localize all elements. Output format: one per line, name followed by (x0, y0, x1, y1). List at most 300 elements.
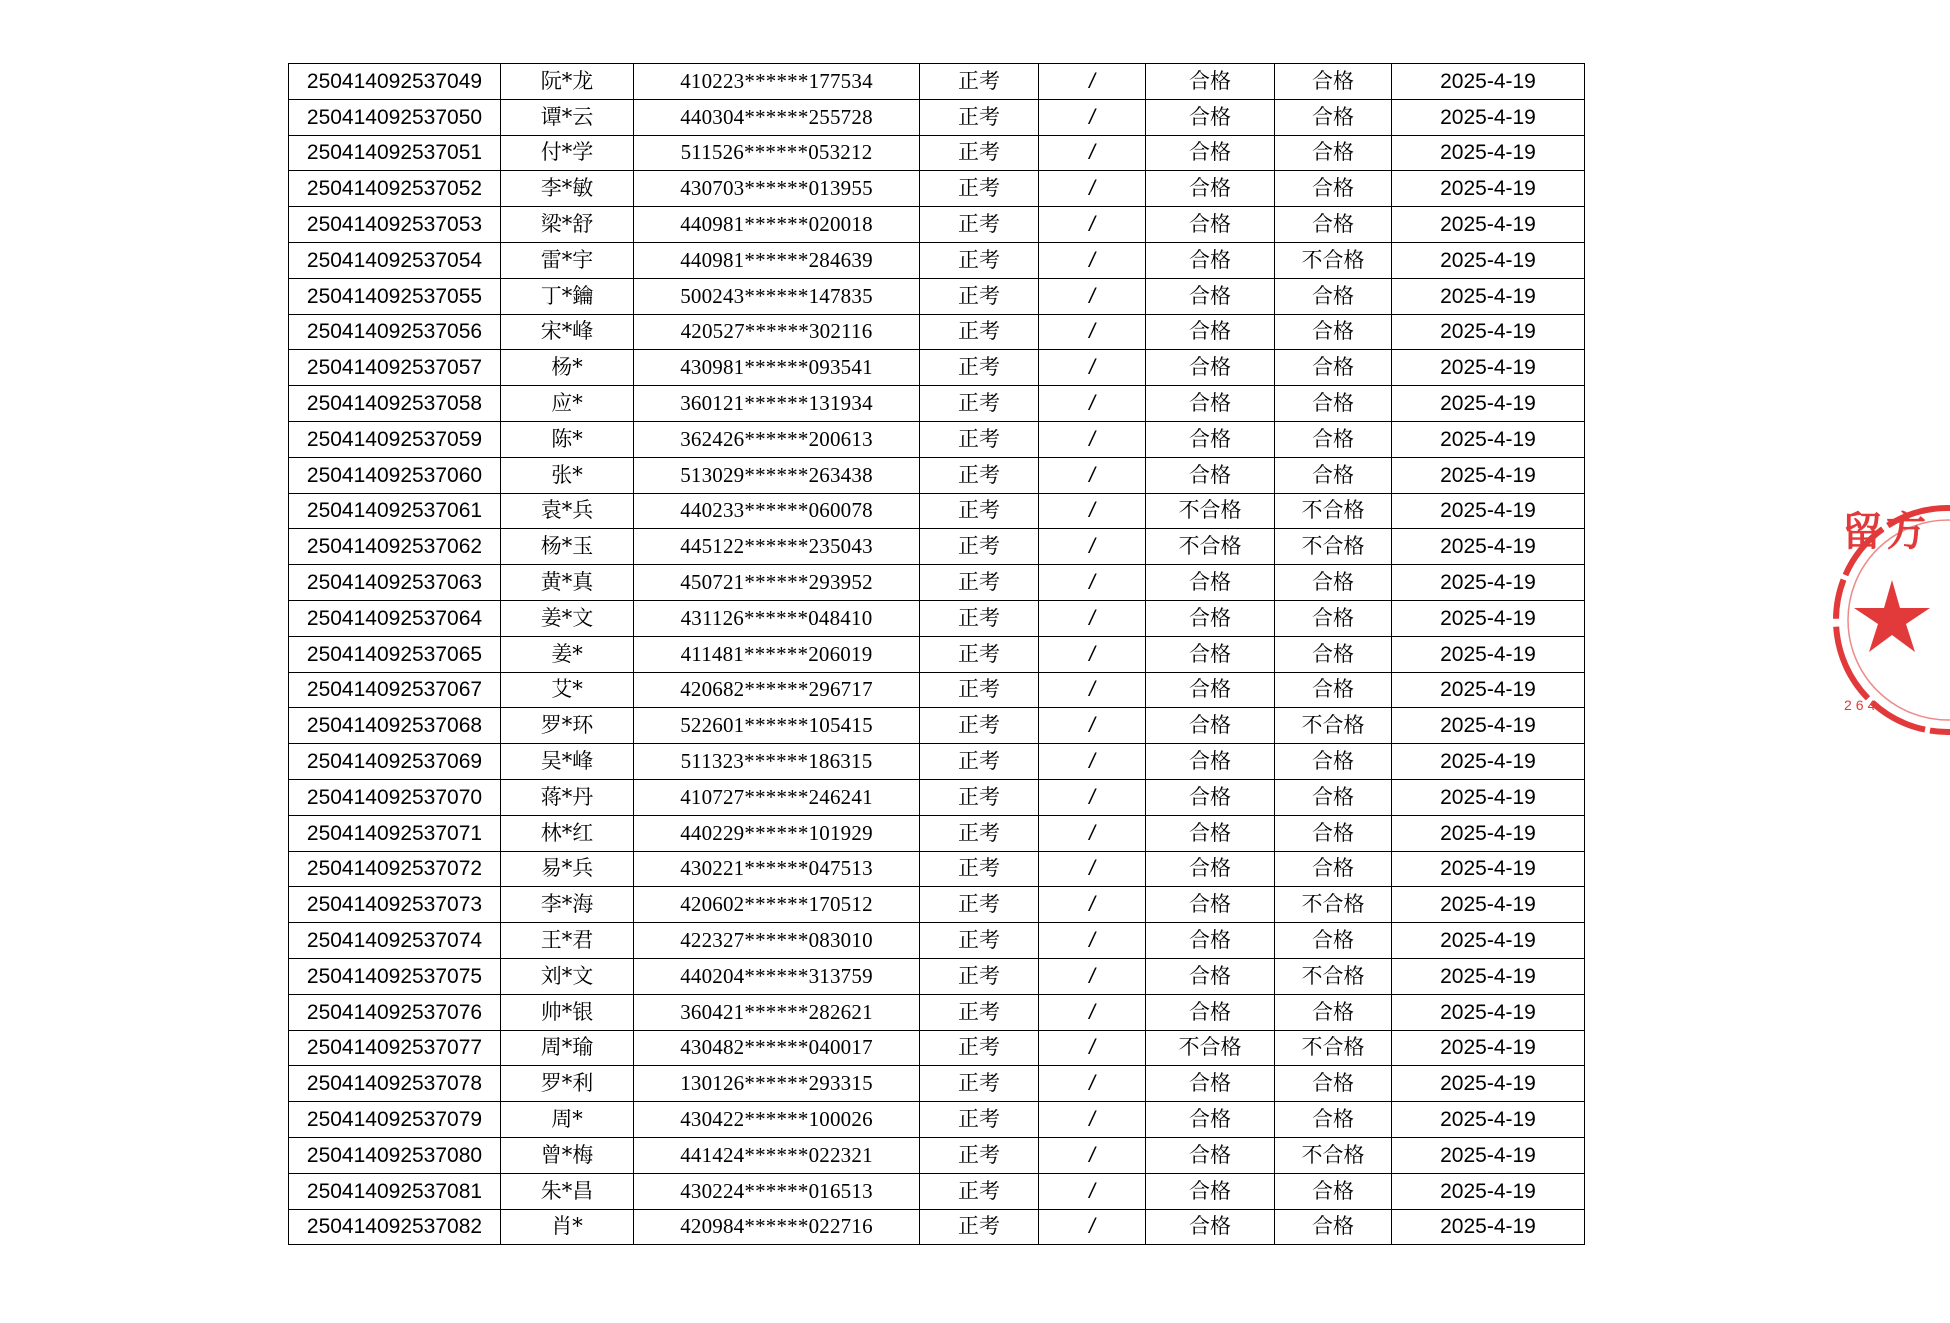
exam-type-cell: 正考 (920, 171, 1039, 207)
id-card-cell: 420602******170512 (634, 887, 920, 923)
exam-date-cell: 2025-4-19 (1392, 64, 1585, 100)
theory-result-cell: 不合格 (1146, 493, 1275, 529)
exam-type-cell: 正考 (920, 493, 1039, 529)
table-row (289, 779, 1585, 815)
cert-number-cell: 250414092537053 (289, 207, 501, 243)
exam-type-cell: 正考 (920, 958, 1039, 994)
cert-number-cell: 250414092537055 (289, 278, 501, 314)
svg-text:264: 264 (1844, 697, 1880, 713)
table-body (289, 64, 1585, 1245)
theory-result-cell: 合格 (1146, 672, 1275, 708)
name-cell: 宋*峰 (501, 314, 634, 350)
slash-cell: / (1039, 529, 1146, 565)
exam-date-cell: 2025-4-19 (1392, 887, 1585, 923)
table-row (289, 171, 1585, 207)
name-cell: 雷*宇 (501, 242, 634, 278)
slash-cell: / (1039, 457, 1146, 493)
name-cell: 陈* (501, 421, 634, 457)
theory-result-cell: 合格 (1146, 887, 1275, 923)
table-row (289, 600, 1585, 636)
table-row (289, 851, 1585, 887)
theory-result-cell: 合格 (1146, 135, 1275, 171)
practical-result-cell: 不合格 (1275, 1137, 1392, 1173)
slash-cell: / (1039, 242, 1146, 278)
exam-date-cell: 2025-4-19 (1392, 529, 1585, 565)
exam-date-cell: 2025-4-19 (1392, 278, 1585, 314)
cert-number-cell: 250414092537051 (289, 135, 501, 171)
slash-cell: / (1039, 923, 1146, 959)
exam-date-cell: 2025-4-19 (1392, 636, 1585, 672)
exam-type-cell: 正考 (920, 1030, 1039, 1066)
theory-result-cell: 合格 (1146, 242, 1275, 278)
slash-cell: / (1039, 958, 1146, 994)
practical-result-cell: 不合格 (1275, 887, 1392, 923)
slash-cell: / (1039, 1209, 1146, 1245)
id-card-cell: 420527******302116 (634, 314, 920, 350)
theory-result-cell: 合格 (1146, 636, 1275, 672)
theory-result-cell: 合格 (1146, 171, 1275, 207)
slash-cell: / (1039, 99, 1146, 135)
name-cell: 罗*利 (501, 1066, 634, 1102)
practical-result-cell: 不合格 (1275, 958, 1392, 994)
exam-date-cell: 2025-4-19 (1392, 207, 1585, 243)
id-card-cell: 431126******048410 (634, 600, 920, 636)
table-row (289, 207, 1585, 243)
exam-type-cell: 正考 (920, 207, 1039, 243)
cert-number-cell: 250414092537064 (289, 600, 501, 636)
theory-result-cell: 合格 (1146, 958, 1275, 994)
practical-result-cell: 合格 (1275, 1066, 1392, 1102)
slash-cell: / (1039, 171, 1146, 207)
practical-result-cell: 合格 (1275, 1209, 1392, 1245)
exam-type-cell: 正考 (920, 672, 1039, 708)
name-cell: 丁*鑰 (501, 278, 634, 314)
theory-result-cell: 合格 (1146, 779, 1275, 815)
id-card-cell: 450721******293952 (634, 565, 920, 601)
name-cell: 周* (501, 1102, 634, 1138)
exam-date-cell: 2025-4-19 (1392, 815, 1585, 851)
cert-number-cell: 250414092537077 (289, 1030, 501, 1066)
practical-result-cell: 合格 (1275, 350, 1392, 386)
id-card-cell: 440981******284639 (634, 242, 920, 278)
name-cell: 蒋*丹 (501, 779, 634, 815)
id-card-cell: 440229******101929 (634, 815, 920, 851)
exam-date-cell: 2025-4-19 (1392, 708, 1585, 744)
table-row (289, 1030, 1585, 1066)
exam-date-cell: 2025-4-19 (1392, 1030, 1585, 1066)
slash-cell: / (1039, 350, 1146, 386)
exam-type-cell: 正考 (920, 565, 1039, 601)
exam-date-cell: 2025-4-19 (1392, 672, 1585, 708)
slash-cell: / (1039, 672, 1146, 708)
name-cell: 姜* (501, 636, 634, 672)
slash-cell: / (1039, 1137, 1146, 1173)
cert-number-cell: 250414092537056 (289, 314, 501, 350)
slash-cell: / (1039, 1173, 1146, 1209)
cert-number-cell: 250414092537067 (289, 672, 501, 708)
exam-type-cell: 正考 (920, 314, 1039, 350)
name-cell: 袁*兵 (501, 493, 634, 529)
exam-type-cell: 正考 (920, 1137, 1039, 1173)
exam-type-cell: 正考 (920, 1209, 1039, 1245)
id-card-cell: 420984******022716 (634, 1209, 920, 1245)
id-card-cell: 430482******040017 (634, 1030, 920, 1066)
cert-number-cell: 250414092537074 (289, 923, 501, 959)
cert-number-cell: 250414092537068 (289, 708, 501, 744)
table-row (289, 958, 1585, 994)
id-card-cell: 430422******100026 (634, 1102, 920, 1138)
exam-date-cell: 2025-4-19 (1392, 779, 1585, 815)
cert-number-cell: 250414092537079 (289, 1102, 501, 1138)
cert-number-cell: 250414092537071 (289, 815, 501, 851)
exam-date-cell: 2025-4-19 (1392, 851, 1585, 887)
table-row (289, 1137, 1585, 1173)
table-row (289, 1066, 1585, 1102)
theory-result-cell: 合格 (1146, 457, 1275, 493)
cert-number-cell: 250414092537054 (289, 242, 501, 278)
table-row (289, 708, 1585, 744)
cert-number-cell: 250414092537057 (289, 350, 501, 386)
exam-type-cell: 正考 (920, 529, 1039, 565)
practical-result-cell: 合格 (1275, 565, 1392, 601)
id-card-cell: 430981******093541 (634, 350, 920, 386)
table-row (289, 350, 1585, 386)
exam-type-cell: 正考 (920, 386, 1039, 422)
id-card-cell: 130126******293315 (634, 1066, 920, 1102)
exam-date-cell: 2025-4-19 (1392, 314, 1585, 350)
slash-cell: / (1039, 421, 1146, 457)
theory-result-cell: 合格 (1146, 923, 1275, 959)
exam-date-cell: 2025-4-19 (1392, 1209, 1585, 1245)
slash-cell: / (1039, 887, 1146, 923)
exam-type-cell: 正考 (920, 1173, 1039, 1209)
slash-cell: / (1039, 1066, 1146, 1102)
name-cell: 王*君 (501, 923, 634, 959)
practical-result-cell: 合格 (1275, 99, 1392, 135)
slash-cell: / (1039, 493, 1146, 529)
slash-cell: / (1039, 708, 1146, 744)
name-cell: 易*兵 (501, 851, 634, 887)
practical-result-cell: 合格 (1275, 779, 1392, 815)
name-cell: 姜*文 (501, 600, 634, 636)
exam-date-cell: 2025-4-19 (1392, 1173, 1585, 1209)
cert-number-cell: 250414092537072 (289, 851, 501, 887)
theory-result-cell: 不合格 (1146, 1030, 1275, 1066)
cert-number-cell: 250414092537080 (289, 1137, 501, 1173)
exam-type-cell: 正考 (920, 457, 1039, 493)
name-cell: 梁*舒 (501, 207, 634, 243)
cert-number-cell: 250414092537060 (289, 457, 501, 493)
table-row (289, 636, 1585, 672)
exam-type-cell: 正考 (920, 851, 1039, 887)
id-card-cell: 440233******060078 (634, 493, 920, 529)
practical-result-cell: 合格 (1275, 636, 1392, 672)
table-row (289, 278, 1585, 314)
table-row (289, 923, 1585, 959)
table-row (289, 529, 1585, 565)
theory-result-cell: 合格 (1146, 1066, 1275, 1102)
practical-result-cell: 合格 (1275, 207, 1392, 243)
name-cell: 曾*梅 (501, 1137, 634, 1173)
table-row (289, 457, 1585, 493)
exam-type-cell: 正考 (920, 135, 1039, 171)
exam-type-cell: 正考 (920, 994, 1039, 1030)
theory-result-cell: 合格 (1146, 1102, 1275, 1138)
theory-result-cell: 合格 (1146, 600, 1275, 636)
exam-date-cell: 2025-4-19 (1392, 457, 1585, 493)
exam-date-cell: 2025-4-19 (1392, 350, 1585, 386)
theory-result-cell: 合格 (1146, 207, 1275, 243)
theory-result-cell: 合格 (1146, 278, 1275, 314)
id-card-cell: 440204******313759 (634, 958, 920, 994)
slash-cell: / (1039, 815, 1146, 851)
slash-cell: / (1039, 994, 1146, 1030)
table-row (289, 386, 1585, 422)
table-row (289, 493, 1585, 529)
theory-result-cell: 合格 (1146, 994, 1275, 1030)
exam-type-cell: 正考 (920, 1066, 1039, 1102)
exam-date-cell: 2025-4-19 (1392, 242, 1585, 278)
cert-number-cell: 250414092537052 (289, 171, 501, 207)
exam-type-cell: 正考 (920, 1102, 1039, 1138)
practical-result-cell: 不合格 (1275, 493, 1392, 529)
exam-date-cell: 2025-4-19 (1392, 958, 1585, 994)
slash-cell: / (1039, 1102, 1146, 1138)
practical-result-cell: 合格 (1275, 672, 1392, 708)
theory-result-cell: 合格 (1146, 99, 1275, 135)
theory-result-cell: 合格 (1146, 744, 1275, 780)
exam-date-cell: 2025-4-19 (1392, 386, 1585, 422)
slash-cell: / (1039, 207, 1146, 243)
name-cell: 张* (501, 457, 634, 493)
slash-cell: / (1039, 744, 1146, 780)
exam-type-cell: 正考 (920, 64, 1039, 100)
name-cell: 朱*昌 (501, 1173, 634, 1209)
practical-result-cell: 合格 (1275, 1102, 1392, 1138)
theory-result-cell: 合格 (1146, 851, 1275, 887)
table-row (289, 1102, 1585, 1138)
id-card-cell: 511526******053212 (634, 135, 920, 171)
id-card-cell: 430221******047513 (634, 851, 920, 887)
table-row (289, 64, 1585, 100)
slash-cell: / (1039, 851, 1146, 887)
table-row (289, 314, 1585, 350)
cert-number-cell: 250414092537078 (289, 1066, 501, 1102)
exam-type-cell: 正考 (920, 744, 1039, 780)
exam-type-cell: 正考 (920, 278, 1039, 314)
theory-result-cell: 合格 (1146, 1173, 1275, 1209)
id-card-cell: 500243******147835 (634, 278, 920, 314)
id-card-cell: 430224******016513 (634, 1173, 920, 1209)
id-card-cell: 445122******235043 (634, 529, 920, 565)
table-row (289, 242, 1585, 278)
practical-result-cell: 合格 (1275, 923, 1392, 959)
table-row (289, 565, 1585, 601)
name-cell: 李*敏 (501, 171, 634, 207)
name-cell: 吴*峰 (501, 744, 634, 780)
name-cell: 肖* (501, 1209, 634, 1245)
exam-type-cell: 正考 (920, 350, 1039, 386)
exam-date-cell: 2025-4-19 (1392, 744, 1585, 780)
name-cell: 付*学 (501, 135, 634, 171)
theory-result-cell: 合格 (1146, 708, 1275, 744)
table-row (289, 1173, 1585, 1209)
name-cell: 谭*云 (501, 99, 634, 135)
exam-type-cell: 正考 (920, 923, 1039, 959)
cert-number-cell: 250414092537073 (289, 887, 501, 923)
name-cell: 李*海 (501, 887, 634, 923)
cert-number-cell: 250414092537062 (289, 529, 501, 565)
slash-cell: / (1039, 64, 1146, 100)
exam-type-cell: 正考 (920, 815, 1039, 851)
name-cell: 艾* (501, 672, 634, 708)
svg-text:方: 方 (1886, 508, 1926, 555)
name-cell: 周*瑜 (501, 1030, 634, 1066)
exam-results-table (288, 63, 1585, 1245)
exam-type-cell: 正考 (920, 99, 1039, 135)
slash-cell: / (1039, 314, 1146, 350)
exam-type-cell: 正考 (920, 708, 1039, 744)
theory-result-cell: 合格 (1146, 386, 1275, 422)
cert-number-cell: 250414092537063 (289, 565, 501, 601)
id-card-cell: 411481******206019 (634, 636, 920, 672)
practical-result-cell: 合格 (1275, 314, 1392, 350)
practical-result-cell: 合格 (1275, 171, 1392, 207)
practical-result-cell: 合格 (1275, 851, 1392, 887)
exam-date-cell: 2025-4-19 (1392, 135, 1585, 171)
id-card-cell: 441424******022321 (634, 1137, 920, 1173)
practical-result-cell: 合格 (1275, 278, 1392, 314)
exam-date-cell: 2025-4-19 (1392, 994, 1585, 1030)
exam-type-cell: 正考 (920, 242, 1039, 278)
table-row (289, 744, 1585, 780)
id-card-cell: 522601******105415 (634, 708, 920, 744)
table-row (289, 994, 1585, 1030)
exam-date-cell: 2025-4-19 (1392, 421, 1585, 457)
practical-result-cell: 合格 (1275, 1173, 1392, 1209)
table-row (289, 887, 1585, 923)
slash-cell: / (1039, 278, 1146, 314)
theory-result-cell: 合格 (1146, 350, 1275, 386)
cert-number-cell: 250414092537061 (289, 493, 501, 529)
practical-result-cell: 不合格 (1275, 1030, 1392, 1066)
theory-result-cell: 不合格 (1146, 529, 1275, 565)
id-card-cell: 430703******013955 (634, 171, 920, 207)
red-official-seal-icon (1830, 480, 1926, 770)
name-cell: 杨* (501, 350, 634, 386)
id-card-cell: 410727******246241 (634, 779, 920, 815)
cert-number-cell: 250414092537076 (289, 994, 501, 1030)
cert-number-cell: 250414092537065 (289, 636, 501, 672)
theory-result-cell: 合格 (1146, 421, 1275, 457)
cert-number-cell: 250414092537049 (289, 64, 501, 100)
slash-cell: / (1039, 636, 1146, 672)
id-card-cell: 422327******083010 (634, 923, 920, 959)
id-card-cell: 440981******020018 (634, 207, 920, 243)
practical-result-cell: 不合格 (1275, 529, 1392, 565)
cert-number-cell: 250414092537081 (289, 1173, 501, 1209)
practical-result-cell: 合格 (1275, 386, 1392, 422)
practical-result-cell: 不合格 (1275, 708, 1392, 744)
cert-number-cell: 250414092537070 (289, 779, 501, 815)
exam-date-cell: 2025-4-19 (1392, 923, 1585, 959)
cert-number-cell: 250414092537050 (289, 99, 501, 135)
exam-date-cell: 2025-4-19 (1392, 565, 1585, 601)
practical-result-cell: 合格 (1275, 64, 1392, 100)
exam-type-cell: 正考 (920, 600, 1039, 636)
theory-result-cell: 合格 (1146, 565, 1275, 601)
id-card-cell: 360421******282621 (634, 994, 920, 1030)
id-card-cell: 410223******177534 (634, 64, 920, 100)
slash-cell: / (1039, 135, 1146, 171)
theory-result-cell: 合格 (1146, 64, 1275, 100)
theory-result-cell: 合格 (1146, 1137, 1275, 1173)
name-cell: 阮*龙 (501, 64, 634, 100)
slash-cell: / (1039, 600, 1146, 636)
table-row (289, 421, 1585, 457)
id-card-cell: 420682******296717 (634, 672, 920, 708)
theory-result-cell: 合格 (1146, 314, 1275, 350)
exam-type-cell: 正考 (920, 779, 1039, 815)
exam-date-cell: 2025-4-19 (1392, 1137, 1585, 1173)
practical-result-cell: 合格 (1275, 994, 1392, 1030)
id-card-cell: 513029******263438 (634, 457, 920, 493)
theory-result-cell: 合格 (1146, 815, 1275, 851)
cert-number-cell: 250414092537058 (289, 386, 501, 422)
cert-number-cell: 250414092537075 (289, 958, 501, 994)
slash-cell: / (1039, 779, 1146, 815)
name-cell: 帅*银 (501, 994, 634, 1030)
practical-result-cell: 合格 (1275, 744, 1392, 780)
practical-result-cell: 合格 (1275, 421, 1392, 457)
id-card-cell: 511323******186315 (634, 744, 920, 780)
practical-result-cell: 合格 (1275, 815, 1392, 851)
name-cell: 应* (501, 386, 634, 422)
cert-number-cell: 250414092537069 (289, 744, 501, 780)
table-row (289, 99, 1585, 135)
exam-date-cell: 2025-4-19 (1392, 493, 1585, 529)
table-row (289, 672, 1585, 708)
theory-result-cell: 合格 (1146, 1209, 1275, 1245)
exam-type-cell: 正考 (920, 421, 1039, 457)
name-cell: 刘*文 (501, 958, 634, 994)
name-cell: 林*红 (501, 815, 634, 851)
cert-number-cell: 250414092537059 (289, 421, 501, 457)
exam-date-cell: 2025-4-19 (1392, 600, 1585, 636)
name-cell: 杨*玉 (501, 529, 634, 565)
name-cell: 黄*真 (501, 565, 634, 601)
slash-cell: / (1039, 386, 1146, 422)
svg-text:留: 留 (1842, 508, 1882, 555)
exam-date-cell: 2025-4-19 (1392, 1102, 1585, 1138)
practical-result-cell: 合格 (1275, 600, 1392, 636)
exam-date-cell: 2025-4-19 (1392, 1066, 1585, 1102)
table-row (289, 135, 1585, 171)
exam-type-cell: 正考 (920, 636, 1039, 672)
practical-result-cell: 不合格 (1275, 242, 1392, 278)
table-row (289, 815, 1585, 851)
slash-cell: / (1039, 1030, 1146, 1066)
name-cell: 罗*环 (501, 708, 634, 744)
slash-cell: / (1039, 565, 1146, 601)
id-card-cell: 362426******200613 (634, 421, 920, 457)
exam-date-cell: 2025-4-19 (1392, 99, 1585, 135)
practical-result-cell: 合格 (1275, 135, 1392, 171)
cert-number-cell: 250414092537082 (289, 1209, 501, 1245)
id-card-cell: 440304******255728 (634, 99, 920, 135)
exam-type-cell: 正考 (920, 887, 1039, 923)
id-card-cell: 360121******131934 (634, 386, 920, 422)
